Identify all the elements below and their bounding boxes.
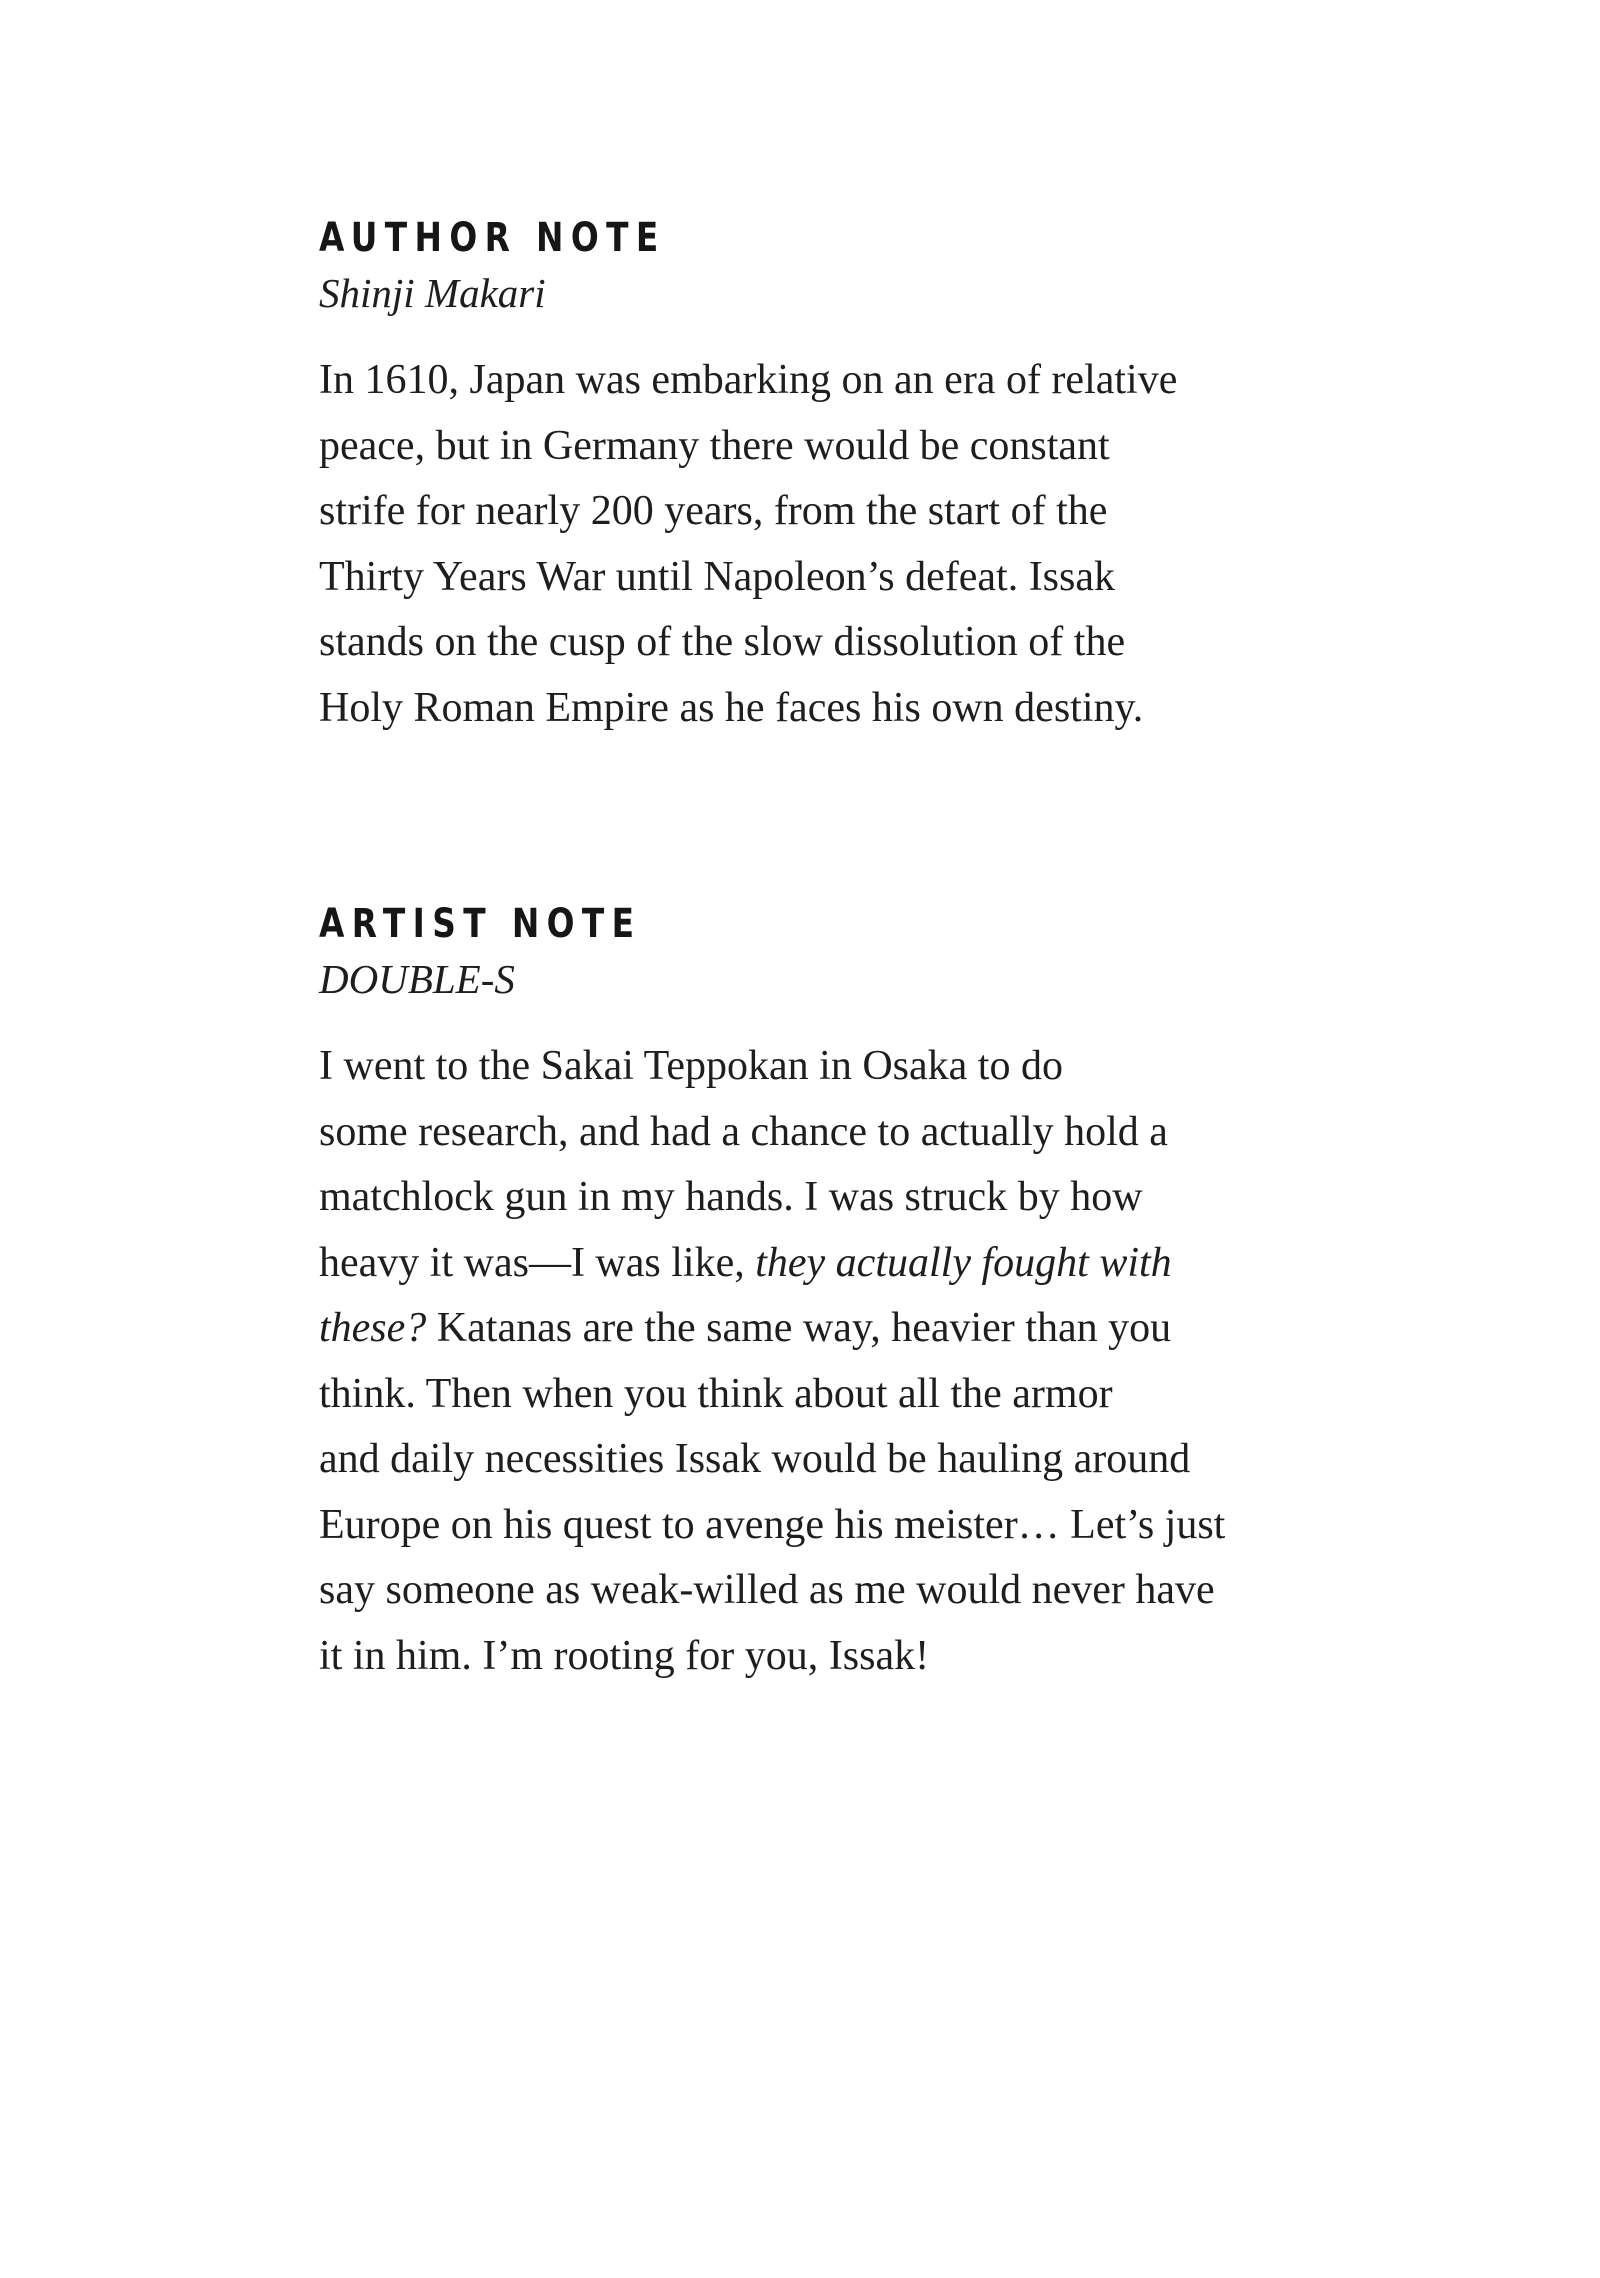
artist-note-line: it in him. I’m rooting for you, Issak! <box>319 1632 930 1679</box>
author-note-line: In 1610, Japan was embarking on an era of relative <box>319 357 1178 403</box>
artist-note-line: and daily necessities Issak would be hauling around <box>319 1436 1191 1482</box>
author-note-heading: AUTHOR NOTE <box>319 215 666 261</box>
artist-note-line <box>319 1296 1309 1362</box>
artist-note-line: matchlock gun in my hands. I was struck by how <box>319 1174 1143 1220</box>
author-note-line: stands on the cusp of the slow dissolution of the <box>319 619 1126 665</box>
artist-note-section <box>319 900 1309 1689</box>
artist-note-line: I went to the Sakai Teppokan in Osaka to do <box>319 1043 1063 1089</box>
artist-note-line: Europe on his quest to avenge his meister… Let’s just <box>319 1501 1226 1548</box>
author-byline: Shinji Makari <box>319 270 546 316</box>
artist-note-italic-text: these? <box>319 1305 427 1351</box>
author-note-line: Thirty Years War until Napoleon’s defeat. Issak <box>319 553 1116 600</box>
artist-note-line <box>319 1231 1309 1297</box>
artist-note-body <box>319 1034 1309 1689</box>
author-note-line: strife for nearly 200 years, from the start of the <box>319 488 1108 534</box>
artist-note-line: say someone as weak-willed as me would never have <box>319 1567 1215 1613</box>
author-note-line: peace, but in Germany there would be constant <box>319 422 1110 469</box>
artist-note-text: heavy it was—I was like, <box>319 1239 756 1286</box>
artist-note-heading: ARTIST NOTE <box>319 901 642 947</box>
author-note-section <box>319 214 1309 741</box>
author-note-body <box>319 348 1309 741</box>
artist-note-line: some research, and had a chance to actually hold a <box>319 1108 1168 1155</box>
artist-note-text: Katanas are the same way, heavier than you <box>426 1305 1172 1351</box>
artist-byline: DOUBLE-S <box>319 956 515 1002</box>
author-note-line: Holy Roman Empire as he faces his own destiny. <box>319 684 1144 731</box>
artist-note-italic-text: they actually fought with <box>755 1239 1172 1286</box>
artist-note-line: think. Then when you think about all the armor <box>319 1370 1113 1417</box>
